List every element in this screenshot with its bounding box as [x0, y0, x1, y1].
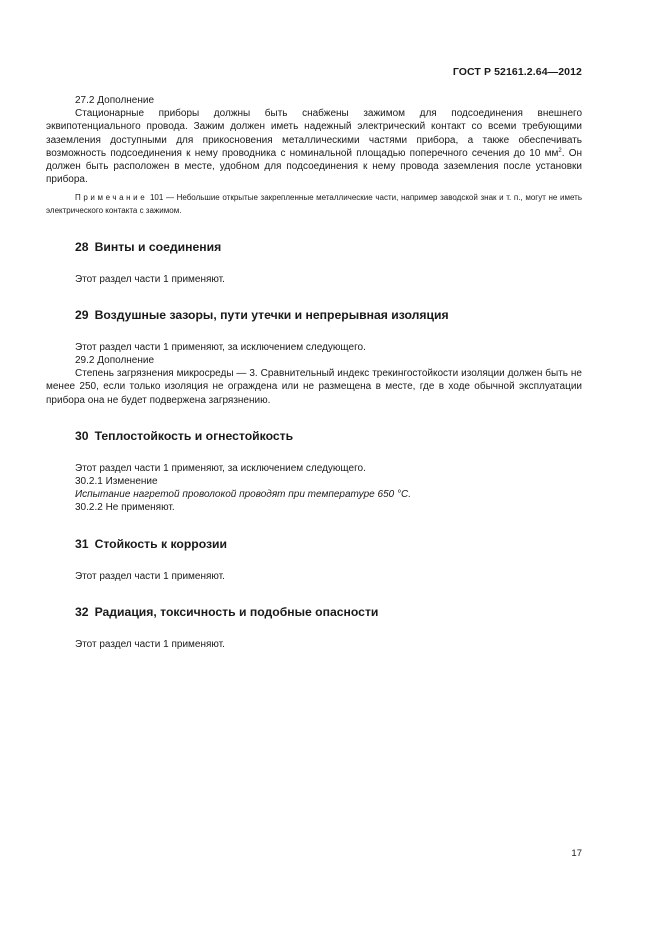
- section-number: 28: [75, 239, 89, 254]
- section-title: Радиация, токсичность и подобные опасности: [94, 604, 379, 619]
- section-32-heading: [75, 605, 582, 619]
- section-title: Воздушные зазоры, пути утечки и непрерывная изоляция: [94, 307, 449, 322]
- superscript-2: 2: [558, 147, 562, 154]
- section-30-heading: [75, 429, 582, 443]
- section-number: 30: [75, 428, 89, 443]
- section-31-heading: [75, 537, 582, 551]
- note-label: Примечание: [75, 193, 148, 203]
- section-30-body: Этот раздел части 1 применяют, за исключением следующего.: [75, 462, 366, 474]
- section-29-body: Этот раздел части 1 применяют, за исключением следующего.: [75, 341, 366, 353]
- document-body: [46, 94, 582, 651]
- subsection-30-2-1-title: 30.2.1 Изменение: [75, 476, 158, 488]
- section-31-body: Этот раздел части 1 применяют.: [75, 570, 225, 582]
- body-text-start: Стационарные приборы должны быть снабжены зажимом для подсоединения внешнего эквипотенциального провода. Зажим должен иметь надежный электрический контакт со всеми требующими заземления доступными для прикосновения металлическими частями прибора, а также обеспечивать возможность подсоединения к нему проводника с номинальной площадью поперечного сечения до 10 мм: [46, 108, 582, 159]
- subsection-30-2-1-body: Испытание нагретой проволокой проводят при температуре 650 °С.: [75, 489, 411, 501]
- subsection-27-2-title: 27.2 Дополнение: [75, 95, 155, 106]
- section-32-body: Этот раздел части 1 применяют.: [75, 638, 225, 650]
- section-title: Стойкость к коррозии: [94, 536, 228, 551]
- note-text: 101 — Небольшие открытые закрепленные металлические части, например заводской знак и т. п., могут не иметь электрического контакта с зажимом.: [46, 193, 582, 216]
- subsection-29-2-body: Степень загрязнения микросреды — 3. Сравнительный индекс трекингостойкости изоляции должен быть не менее 250, если только изоляция не ограждена или не размещена в месте, где в ходе обычной эксплуатации прибора она не будет подвержена загрязнению.: [46, 368, 582, 406]
- subsection-27-2-body: [46, 107, 582, 186]
- subsection-30-2-2: 30.2.2 Не применяют.: [75, 502, 175, 514]
- section-title: Теплостойкость и огнестойкость: [94, 428, 294, 443]
- section-29-heading: [75, 308, 582, 322]
- body-text-end: . Он должен быть расположен в месте, удобном для подсоединения к нему провода заземления после установки прибора.: [46, 147, 582, 186]
- section-title: Винты и соединения: [94, 239, 222, 254]
- note-101: [46, 192, 582, 217]
- subsection-29-2-title: 29.2 Дополнение: [75, 355, 155, 367]
- section-number: 31: [75, 536, 89, 551]
- document-code: ГОСТ Р 52161.2.64—2012: [452, 66, 582, 78]
- section-28-heading: [75, 240, 582, 254]
- section-28-body: Этот раздел части 1 применяют.: [75, 273, 225, 285]
- page-number: 17: [571, 848, 582, 859]
- section-number: 29: [75, 307, 89, 322]
- section-number: 32: [75, 604, 89, 619]
